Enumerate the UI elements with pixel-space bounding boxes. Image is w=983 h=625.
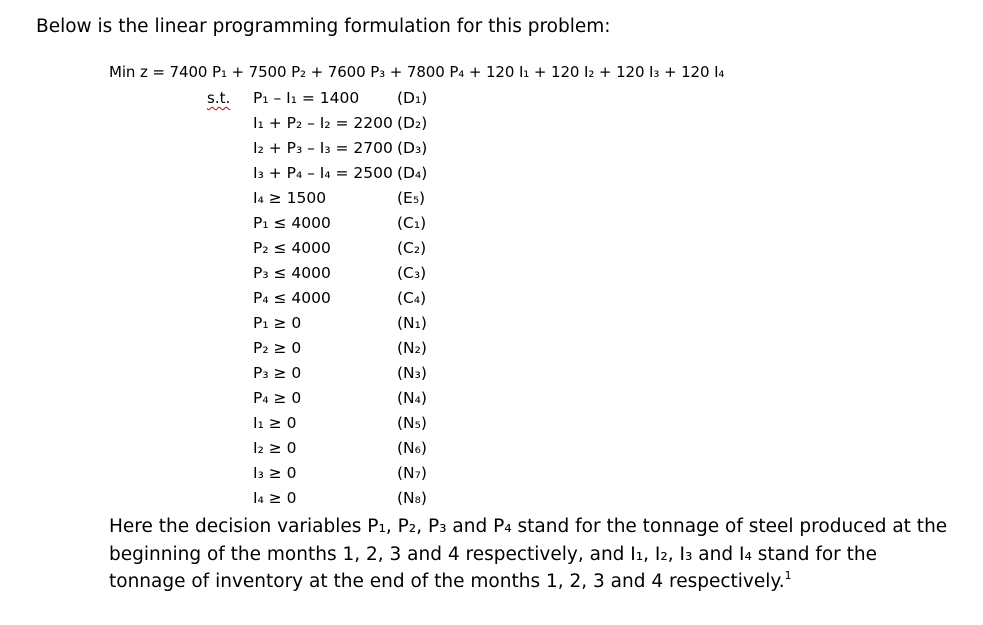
constraint-expression: I₃ + P₄ – I₄ = 2500 [253,164,393,182]
intro-text: Below is the linear programming formulation for this problem: [36,16,611,37]
constraint-tag: (D₃) [397,139,428,157]
constraint-tag: (N₃) [397,364,427,382]
constraint-row [0,464,983,490]
constraint-tag: (C₁) [397,214,427,232]
explanation-paragraph [109,513,959,596]
constraint-tag: (C₃) [397,264,427,282]
constraint-tag: (N₅) [397,414,427,432]
constraint-row [0,89,983,115]
constraint-row [0,364,983,390]
constraint-tag: (D₂) [397,114,428,132]
constraint-expression: P₁ – I₁ = 1400 [253,89,360,107]
constraint-tag: (C₄) [397,289,427,307]
constraint-expression: P₁ ≤ 4000 [253,214,331,232]
constraint-row [0,114,983,140]
constraint-tag: (D₁) [397,89,428,107]
subject-to-label: s.t. [207,89,231,107]
constraint-expression: I₁ ≥ 0 [253,414,297,432]
objective-function: Min z = 7400 P₁ + 7500 P₂ + 7600 P₃ + 7800 P₄ + 120 I₁ + 120 I₂ + 120 I₃ + 120 I₄ [109,63,725,81]
constraint-row [0,339,983,365]
constraint-row [0,264,983,290]
constraint-row [0,289,983,315]
constraint-expression: I₂ + P₃ – I₃ = 2700 [253,139,393,157]
constraint-expression: P₄ ≥ 0 [253,389,302,407]
constraint-row [0,189,983,215]
constraint-tag: (E₅) [397,189,426,207]
constraint-expression: I₄ ≥ 1500 [253,189,327,207]
constraint-expression: I₄ ≥ 0 [253,489,297,507]
constraint-expression: I₃ ≥ 0 [253,464,297,482]
constraint-expression: P₁ ≥ 0 [253,314,302,332]
constraint-expression: P₂ ≤ 4000 [253,239,331,257]
constraint-expression: P₂ ≥ 0 [253,339,302,357]
constraint-tag: (N₆) [397,439,427,457]
constraint-row [0,239,983,265]
constraint-expression: P₄ ≤ 4000 [253,289,331,307]
constraint-expression: I₁ + P₂ – I₂ = 2200 [253,114,393,132]
constraint-row [0,314,983,340]
constraint-row [0,414,983,440]
constraint-row [0,489,983,515]
constraint-row [0,439,983,465]
constraint-row [0,164,983,190]
constraint-tag: (N₂) [397,339,427,357]
constraint-tag: (N₇) [397,464,427,482]
constraint-row [0,389,983,415]
constraint-tag: (N₈) [397,489,427,507]
constraint-expression: P₃ ≥ 0 [253,364,302,382]
constraint-expression: P₃ ≤ 4000 [253,264,331,282]
footnote-marker[interactable]: 1 [784,569,792,582]
constraint-row [0,139,983,165]
constraint-tag: (N₄) [397,389,427,407]
constraint-row [0,214,983,240]
constraint-tag: (C₂) [397,239,427,257]
constraint-tag: (D₄) [397,164,428,182]
constraint-expression: I₂ ≥ 0 [253,439,297,457]
explanation-text: Here the decision variables P₁, P₂, P₃ and P₄ stand for the tonnage of steel produced at the beginning of the months 1, 2, 3 and 4 respectively, and I₁, I₂, I₃ and I₄ stand for the tonnage of inventory at the end of the months 1, 2, 3 and 4 respectively. [109,516,948,592]
constraint-tag: (N₁) [397,314,427,332]
